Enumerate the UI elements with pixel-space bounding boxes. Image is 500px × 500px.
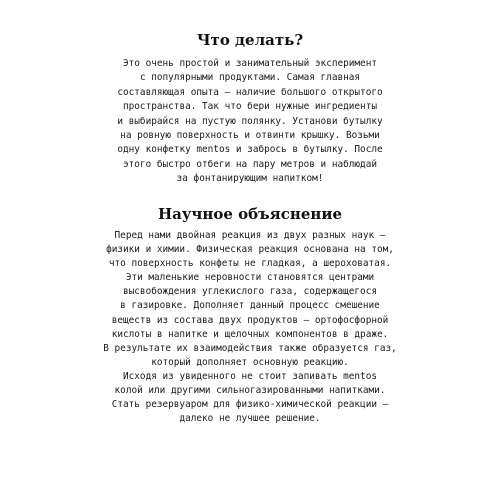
text-line: с популярными продуктами. Самая главная [139,72,361,84]
text-line: на ровную поверхность и отвинти крышку. Возьми [120,130,380,142]
text-line: Перед нами двойная реакция из двух разных наук — [114,230,386,241]
text-line: составляющая опыта — наличие большого открытого [117,86,383,98]
text-line: Эти маленькие неровности становятся центрами [125,272,375,284]
text-line: далеко не лучшее решение. [179,413,321,425]
text-line: одну конфетку mentos и забрось в бутылку. После [117,144,383,156]
text-line: физики и химии. Физическая реакция основана на том, [106,244,394,256]
text-line: В результате их взаимодействия также образуется газ, [103,342,397,354]
instructions-paragraph [100,57,400,187]
text-line: высвобождения углекислого газа, содержащегося [123,286,377,298]
explanation-paragraph [100,229,400,426]
text-line: Это очень простой и занимательный эксперимент [123,58,377,69]
text-line: кислоты в напитке и щелочных компонентов в драже. [111,328,389,340]
text-line: этого быстро отбеги на пару метров и наблюдай [123,158,377,170]
text-line: пространства. Так что бери нужные ингредиенты [123,101,377,113]
text-line: за фонтанирующим напитком! [176,173,324,185]
text-line: Исходя из увиденного не стоит запивать mentos [123,370,377,382]
section-heading-scientific-explanation: Научное объяснение [157,205,343,223]
text-line: что поверхность конфеты не гладкая, а шероховатая. [108,258,392,270]
text-line: который дополняет основную реакцию. [151,356,349,368]
text-line: веществ из состава двух продуктов — ортофосфорной [111,314,389,326]
section-heading-what-to-do: Что делать? [196,31,304,49]
text-line: в газировке. Дополняет данный процесс смешение [120,300,380,312]
text-line: и выбирайся на пустую полянку. Установи бутылку [117,115,383,127]
text-line: колой или другими сильногазированными напитками. [114,385,386,397]
text-line: Стать резервуаром для физико-химической реакции — [111,399,389,411]
